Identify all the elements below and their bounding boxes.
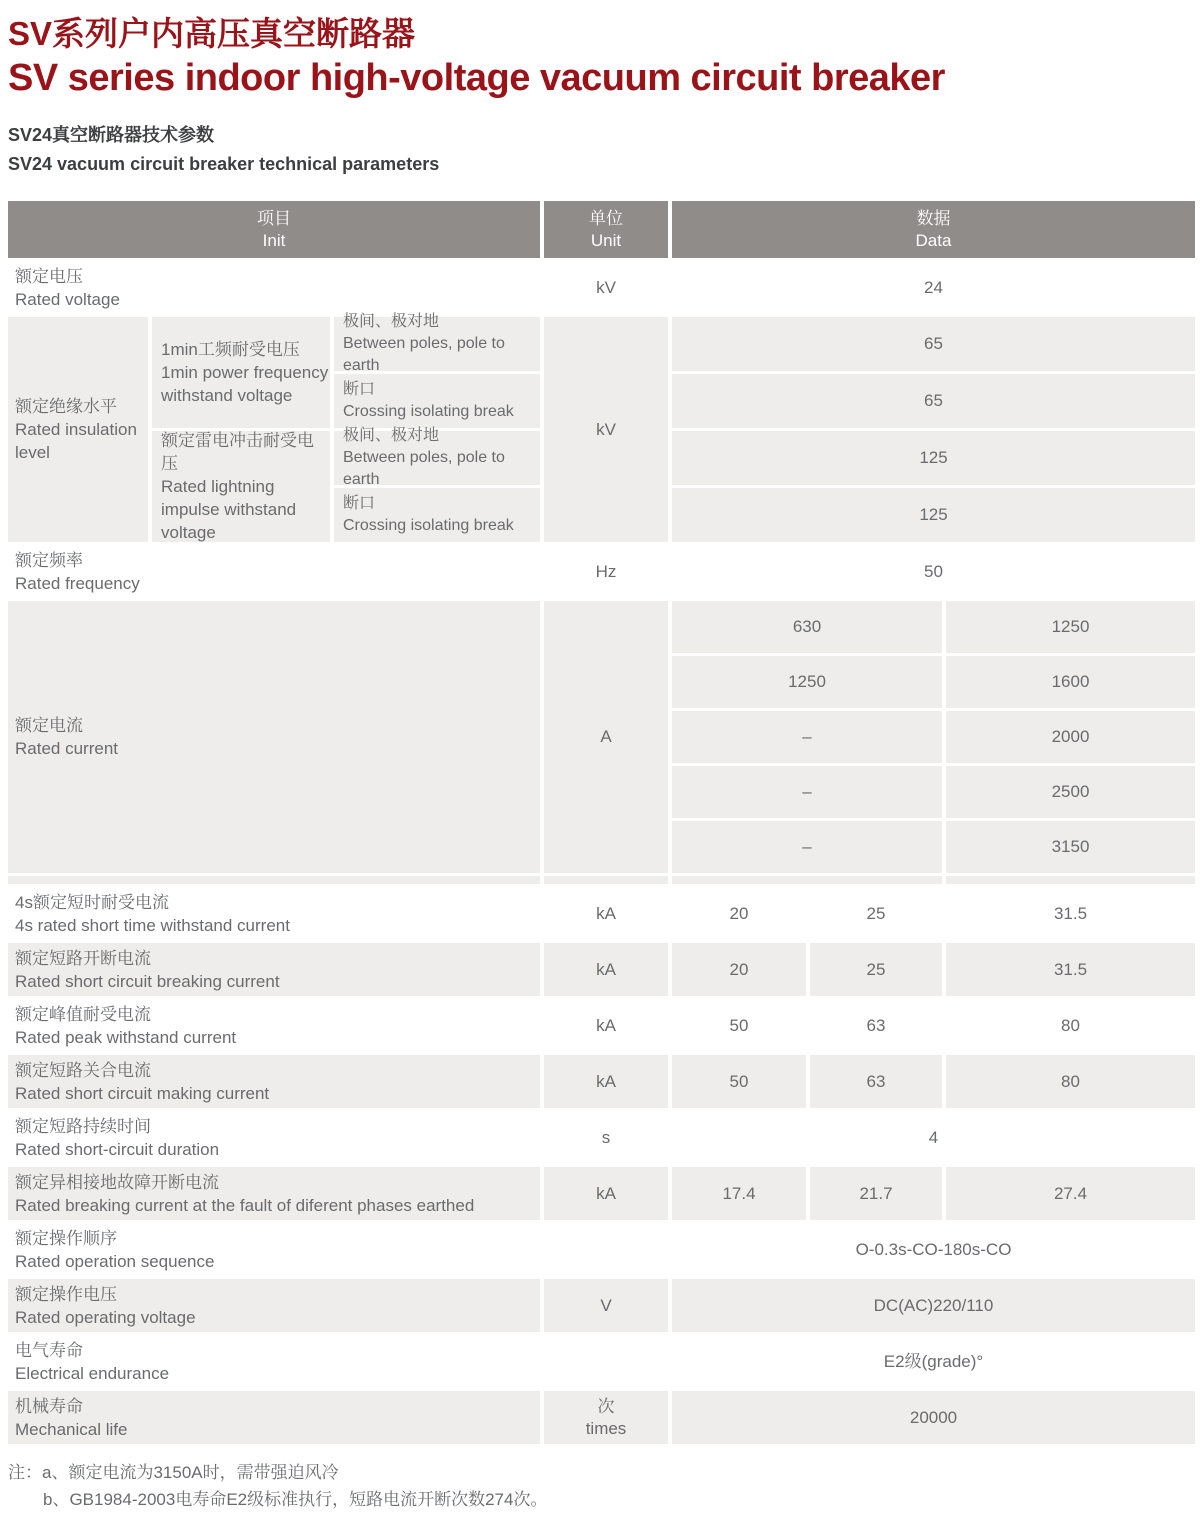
sub-label-between-poles: 极间、极对地 Between poles, pole to earth: [334, 317, 540, 371]
row-unit: kA: [544, 1055, 668, 1108]
row-value: 2000: [946, 711, 1195, 763]
table-row-operating-voltage: [8, 1279, 1195, 1332]
row-label: 额定操作电压 Rated operating voltage: [8, 1279, 540, 1332]
row-unit: A: [544, 601, 668, 873]
table-row-rated-frequency: [8, 545, 1195, 598]
row-label: 额定短路关合电流 Rated short circuit making current: [8, 1055, 540, 1108]
row-value: E2级(grade)°: [883, 1351, 984, 1371]
header-unit-en: Unit: [590, 230, 622, 250]
row-label: 额定短路持续时间 Rated short-circuit duration: [15, 1116, 220, 1159]
footnotes: [8, 1459, 1195, 1513]
sliver-cell: [544, 876, 668, 884]
row-value: 63: [866, 1015, 886, 1035]
sliver-cell: [946, 876, 1195, 884]
table-row-rated-voltage: [8, 261, 1195, 314]
row-value: 31.5: [1053, 903, 1088, 923]
row-value: 25: [810, 943, 942, 996]
row-value: 125: [672, 488, 1195, 542]
table-row-rated-insulation-level: [8, 313, 1195, 542]
table-row-rated-current: [8, 601, 1195, 873]
row-label: 额定短路开断电流 Rated short circuit breaking current: [8, 943, 540, 996]
row-value: DC(AC)220/110: [672, 1279, 1195, 1332]
row-value: 1250: [946, 601, 1195, 653]
row-value: 63: [810, 1055, 942, 1108]
row-label: 额定操作顺序 Rated operation sequence: [15, 1228, 215, 1271]
footnote-prefix: 注：: [8, 1463, 42, 1482]
row-value: 25: [866, 903, 886, 923]
row-value: 65: [672, 317, 1195, 371]
table-row-operation-sequence: [8, 1223, 1195, 1276]
header-cell-item: [8, 201, 540, 258]
row-value: 80: [946, 1055, 1195, 1108]
row-value: 17.4: [672, 1167, 806, 1220]
row-unit: 次 times: [544, 1391, 668, 1444]
row-value: 50: [672, 1055, 806, 1108]
row-unit: kV: [544, 317, 668, 542]
row-value: –: [672, 711, 942, 763]
row-unit: kA: [596, 1015, 616, 1035]
row-label: 机械寿命 Mechanical life: [8, 1391, 540, 1444]
row-label: 4s额定短时耐受电流 4s rated short time withstand current: [15, 892, 290, 935]
table-row-peak-withstand: [8, 999, 1195, 1052]
spec-table: [8, 201, 1195, 1444]
row-label: 额定电压 Rated voltage: [15, 266, 120, 309]
sliver-cell: [8, 876, 540, 884]
row-value: 2500: [946, 766, 1195, 818]
row-value: 125: [672, 431, 1195, 485]
table-row-sliver: [8, 876, 1195, 884]
row-unit: [544, 1335, 668, 1388]
table-row-breaking-current: [8, 943, 1195, 996]
row-value: 24: [924, 277, 943, 297]
doc-subtitle-cn: SV24真空断路器技术参数: [8, 125, 215, 145]
row-label: 额定异相接地故障开断电流 Rated breaking current at the fault of diferent phases earthed: [8, 1167, 540, 1220]
table-row-short-circuit-duration: [8, 1111, 1195, 1164]
header-unit-cn: 单位: [589, 208, 623, 228]
table-row-fault-breaking-current: [8, 1167, 1195, 1220]
header-item-en: Init: [262, 230, 286, 250]
header-cell-unit: [544, 201, 668, 258]
row-unit: [544, 1223, 668, 1276]
row-value: 1250: [672, 656, 942, 708]
table-header-row: [8, 201, 1195, 258]
row-label: 额定频率 Rated frequency: [15, 550, 140, 593]
table-row-electrical-endurance: [8, 1335, 1195, 1388]
header-cell-data: [672, 201, 1195, 258]
row-value: 3150: [946, 821, 1195, 873]
table-row-making-current: [8, 1055, 1195, 1108]
sub-label-isolating-break: 断口 Crossing isolating break: [334, 374, 540, 428]
table-row-mechanical-life: [8, 1391, 1195, 1444]
row-value: 50: [729, 1015, 749, 1035]
row-value: 1600: [946, 656, 1195, 708]
group-label-lightning-impulse: 额定雷电冲击耐受电压 Rated lightning impulse withstand voltage: [152, 431, 330, 542]
row-label: 额定电流 Rated current: [8, 601, 540, 873]
group-label-power-frequency: 1min工频耐受电压 1min power frequency withstand voltage: [152, 317, 330, 428]
row-value: 31.5: [946, 943, 1195, 996]
row-unit: kV: [596, 277, 616, 297]
row-unit: V: [544, 1279, 668, 1332]
row-value: 27.4: [946, 1167, 1195, 1220]
sliver-cell: [672, 876, 942, 884]
row-value: 20: [729, 903, 749, 923]
row-label: 额定绝缘水平 Rated insulation level: [8, 317, 148, 542]
row-value: O-0.3s-CO-180s-CO: [855, 1239, 1012, 1259]
row-value: 20: [672, 943, 806, 996]
table-row-short-time-withstand: [8, 887, 1195, 940]
row-value: 4: [928, 1127, 939, 1147]
row-unit: s: [601, 1127, 611, 1147]
row-unit: Hz: [595, 561, 617, 581]
row-unit: kA: [544, 943, 668, 996]
header-data-cn: 数据: [916, 208, 951, 228]
row-label: 电气寿命 Electrical endurance: [15, 1340, 170, 1383]
row-value: –: [672, 766, 942, 818]
footnote-a: 注： a、额定电流为3150A时，需带强迫风冷: [8, 1459, 1195, 1486]
doc-subtitle-en: SV24 vacuum circuit breaker technical parameters: [8, 154, 440, 174]
row-value: 65: [672, 374, 1195, 428]
row-unit: kA: [544, 1167, 668, 1220]
row-value: 630: [672, 601, 942, 653]
header-item-cn: 项目: [257, 208, 291, 228]
row-unit: kA: [596, 903, 616, 923]
row-value: 50: [924, 561, 943, 581]
row-value: –: [672, 821, 942, 873]
sub-label-between-poles: 极间、极对地 Between poles, pole to earth: [334, 431, 540, 485]
page-title-en: SV series indoor high-voltage vacuum circuit breaker: [8, 57, 945, 99]
sub-label-isolating-break: 断口 Crossing isolating break: [334, 488, 540, 542]
row-value: 20000: [672, 1391, 1195, 1444]
row-value: 21.7: [810, 1167, 942, 1220]
header-data-en: Data: [915, 230, 952, 250]
row-label: 额定峰值耐受电流 Rated peak withstand current: [15, 1004, 237, 1047]
page-title-cn: SV系列户内高压真空断路器: [8, 15, 416, 52]
row-value: 80: [1061, 1015, 1080, 1035]
footnote-b: b、GB1984-2003电寿命E2级标准执行，短路电流开断次数274次。: [43, 1490, 548, 1509]
